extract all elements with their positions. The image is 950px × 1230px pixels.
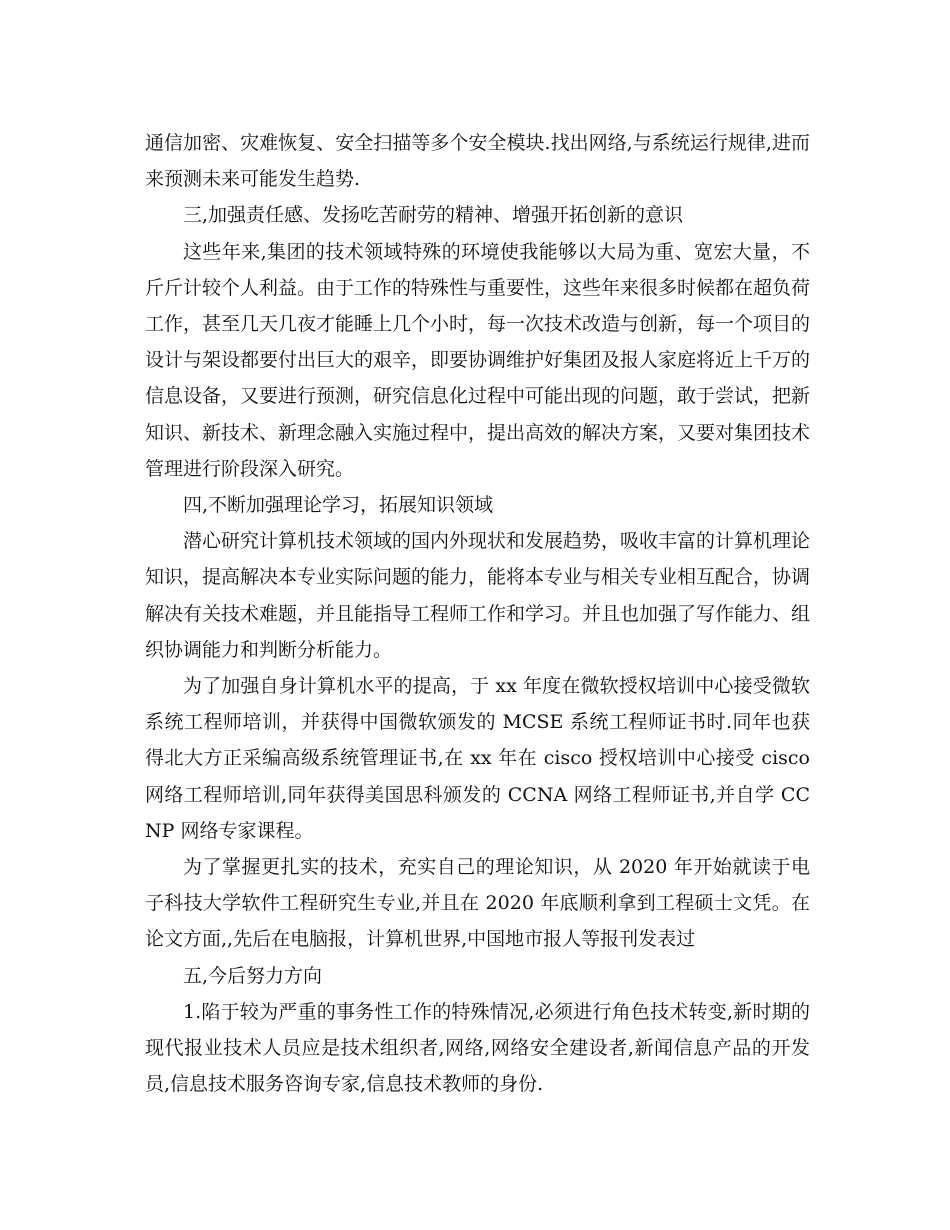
heading-section-five: 五,今后努力方向 [183, 964, 323, 987]
paragraph-research: 潜心研究计算机技术领域的国内外现状和发展趋势，吸收丰富的计算机理论知识，提高解决本专业实际问题的能力，能将本专业与相关专业相互配合，协调解决有关技术难题，并且能指导工程师工作和学习。并且也加强了写作能力、组织协调能力和判断分析能力。 [145, 530, 811, 661]
paragraph-security-modules: 通信加密、灾难恢复、安全扫描等多个安全模块.找出网络,与系统运行规律,进而来预测未来可能发生趋势. [145, 132, 810, 191]
heading-section-three: 三,加强责任感、发扬吃苦耐劳的精神、增强开拓创新的意识 [183, 204, 684, 227]
paragraph-years-work: 这些年来,集团的技术领域特殊的环境使我能够以大局为重、宽宏大量，不斤斤计较个人利益。由于工作的特殊性与重要性，这些年来很多时候都在超负荷工作，甚至几天几夜才能睡上几个小时，每一次技术改造与创新，每一个项目的设计与架设都要付出巨大的艰辛，即要协调维护好集团及报人家庭将近上千万的信息设备，又要进行预测，研究信息化过程中可能出现的问题，敢于尝试，把新知识、新技术、新理念融入实施过程中，提出高效的解决方案，又要对集团技术管理进行阶段深入研究。 [145, 240, 811, 480]
paragraph-graduate-study: 为了掌握更扎实的技术，充实自己的理论知识，从 2020 年开始就读于电子科技大学软件工程研究生专业,并且在 2020 年底顺利拿到工程硕士文凭。在论文方面,,先后在电脑报，计算机世界,中国地市报人等报刊发表过 [145, 856, 810, 951]
document-body [145, 125, 810, 1102]
heading-section-four: 四,不断加强理论学习，拓展知识领域 [183, 494, 494, 517]
paragraph-future-direction: 1.陷于较为严重的事务性工作的特殊情况,必须进行角色技术转变,新时期的现代报业技术人员应是技术组织者,网络,网络安全建设者,新闻信息产品的开发员,信息技术服务咨询专家,信息技术教师的身份. [145, 1000, 810, 1096]
paragraph-certifications: 为了加强自身计算机水平的提高，于 xx 年度在微软授权培训中心接受微软系统工程师培训，并获得中国微软颁发的 MCSE 系统工程师证书时.同年也获得北大方正采编高级系统管理证书,在 xx 年在 cisco 授权培训中心接受 cisco 网络工程师培训,同年获得美国思科颁发的 CCNA 网络工程师证书,并自学 CCNP 网络专家课程。 [145, 675, 810, 842]
